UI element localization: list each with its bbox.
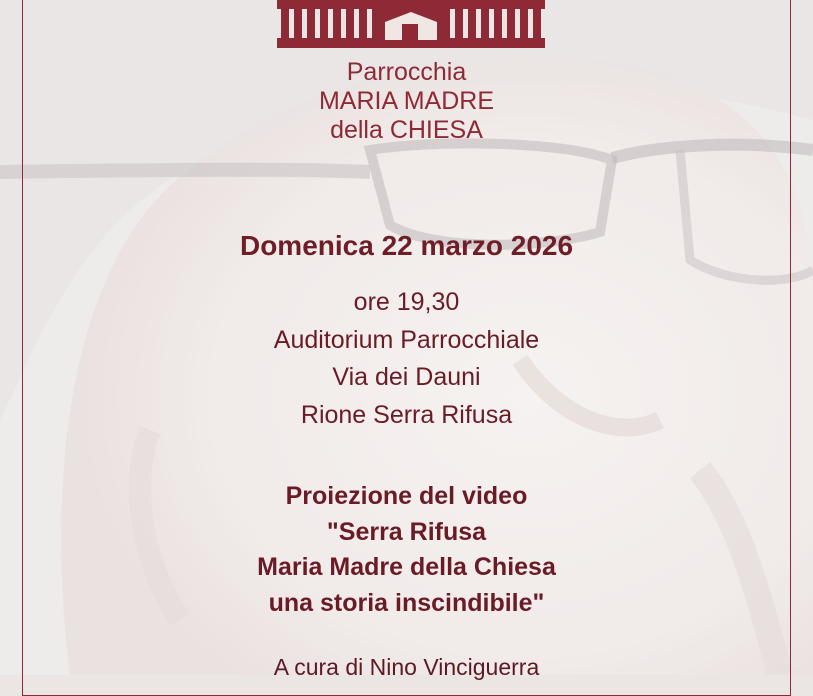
- parish-line-2: MARIA MADRE: [318, 87, 495, 115]
- venue-line-2: Via dei Dauni: [332, 363, 481, 391]
- parish-name: [0, 58, 813, 145]
- church-facade-icon: [277, 0, 545, 48]
- video-line-2: "Serra Rifusa: [326, 517, 487, 546]
- parish-line-3: della CHIESA: [330, 116, 483, 144]
- venue-line-3: Rione Serra Rifusa: [300, 400, 513, 429]
- event-details: [0, 284, 813, 434]
- video-line-3: Maria Madre della Chiesa: [257, 553, 556, 581]
- video-line-4: una storia inscindibile": [268, 588, 545, 617]
- credit-line: A cura di Nino Vinciguerra: [273, 654, 540, 680]
- event-time: ore 19,30: [353, 288, 460, 316]
- video-title: [0, 479, 813, 621]
- video-line-1: Proiezione del video: [285, 482, 528, 510]
- event-date: Domenica 22 marzo 2026: [239, 230, 574, 261]
- parish-line-1: Parrocchia: [346, 58, 467, 86]
- venue-line-1: Auditorium Parrocchiale: [273, 325, 540, 354]
